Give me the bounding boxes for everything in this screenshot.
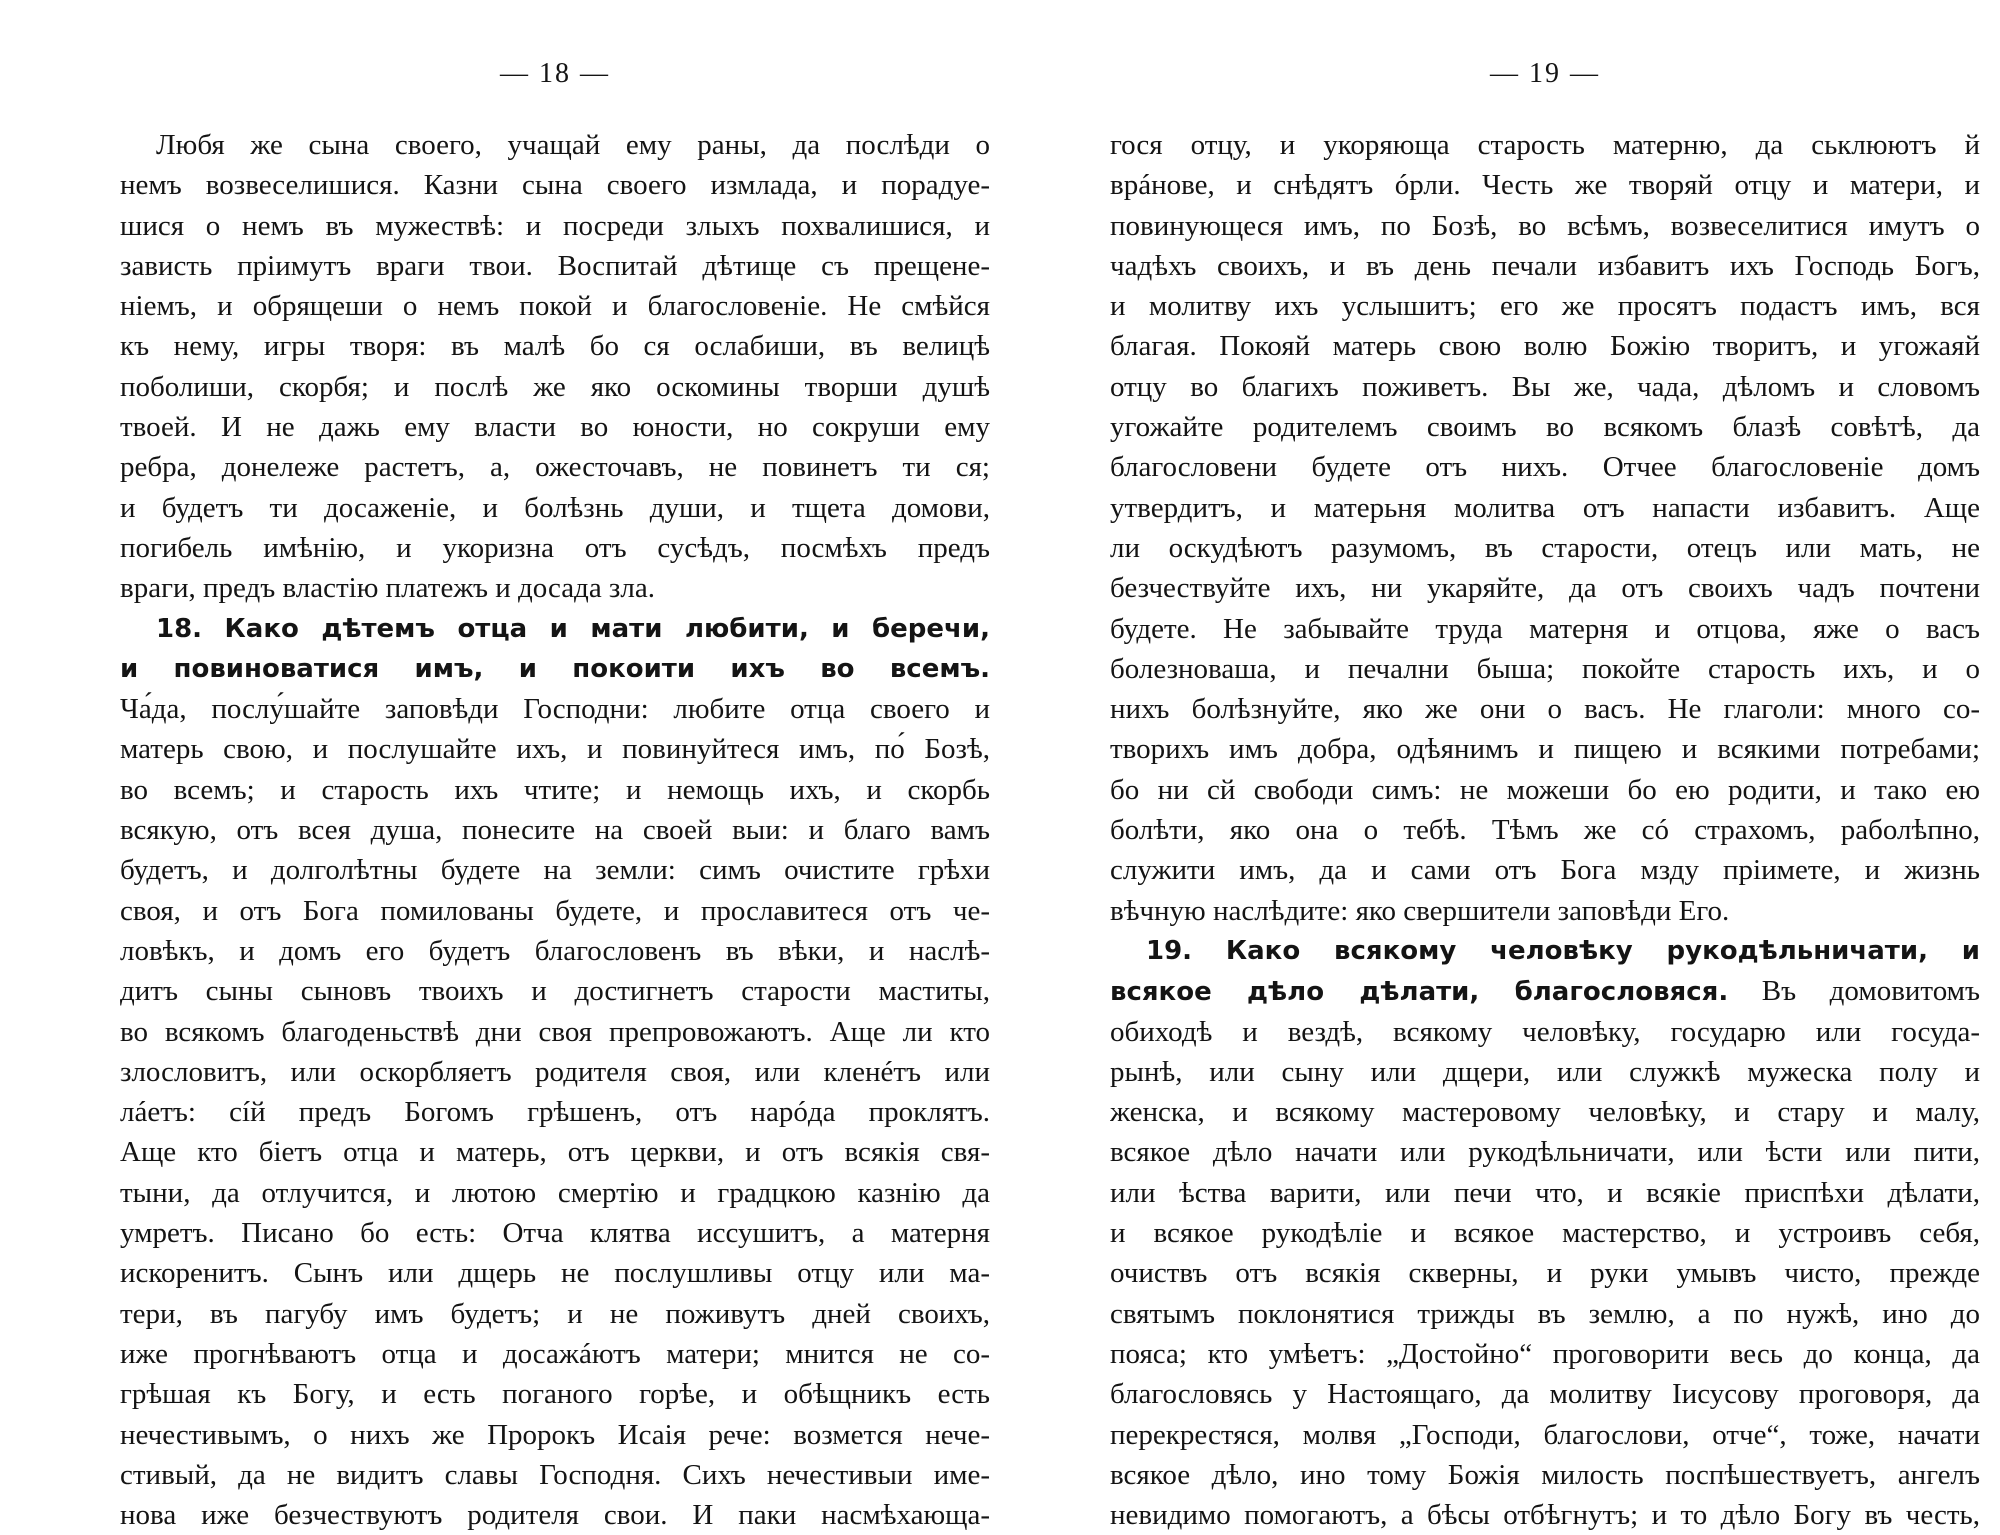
text-line: служити имъ, да и сами отъ Бога мзду пріимете, и жизнь (1110, 854, 1980, 887)
text-line: очиствъ отъ всякія скверны, и руки умывъ чисто, прежде (1110, 1257, 1980, 1290)
page-text (1110, 125, 1980, 1535)
section-heading: 18. Како дѣтемъ отца и мати любити, и беречи, (156, 613, 990, 644)
text-line: нихъ болѣзнуйте, яко же они о васъ. Не глаголи: много со- (1110, 693, 1980, 726)
text-line: Аще кто біетъ отца и матерь, отъ церкви, и отъ всякія свя- (120, 1136, 990, 1169)
text-line: пояса; кто умѣетъ: „Достойно“ проговорити весь до конца, да (1110, 1337, 1980, 1370)
text-line: ли оскудѣютъ разумомъ, въ старости, отецъ или мать, не (1110, 531, 1980, 564)
right-page (1110, 0, 1980, 1532)
text-line: Любя же сына своего, учащай ему раны, да послѣди о (156, 129, 990, 161)
text-line: Ча́да, послу́шайте заповѣди Господни: любите отца своего и (120, 693, 990, 726)
text-line: дитъ сыны сыновъ твоихъ и достигнетъ старости маститы, (120, 975, 990, 1008)
text-line: врáнове, и снѣдятъ óрли. Честь же творяй отцу и матери, и (1110, 169, 1980, 202)
section-heading: всякое дѣло дѣлати, благословяся. (1110, 977, 1729, 1008)
text-line: погибель имѣнію, и укоризна отъ сусѣдъ, посмѣхъ предъ (120, 531, 990, 564)
text-line: благословени будете отъ нихъ. Отчее благословеніе домъ (1110, 451, 1980, 484)
text-line: угожайте родителемъ своимъ во всякомъ блазѣ совѣтѣ, да (1110, 411, 1980, 444)
text-line: тыни, да отлучится, и лютою смертію и градцкою казнію да (120, 1176, 990, 1209)
text-line: гося отцу, и укоряюща старость матерню, да ськлюютъ й (1110, 129, 1980, 161)
text-line: будетъ, и долголѣтны будете на земли: симъ очистите грѣхи (120, 854, 990, 887)
text-line: чадѣхъ своихъ, и въ день печали избавитъ ихъ Господь Богъ, (1110, 249, 1980, 282)
text-line: или ѣства варити, или печи что, и всякіе приспѣхи дѣлати, (1110, 1176, 1980, 1209)
text-line: враги, предъ властію платежъ и досада зла. (120, 572, 655, 605)
text-line: и молитву ихъ услышитъ; его же просятъ подастъ имъ, вся (1110, 290, 1980, 323)
page-number: — 18 — (500, 58, 610, 89)
text-line: и будетъ ти досаженіе, и болѣзнь души, и тщета домови, (120, 491, 990, 524)
section-heading: и повиноватися имъ, и покоити ихъ во всемъ. (120, 653, 990, 684)
text-line: перекрестяся, молвя „Господи, благослови, отче“, тоже, начати (1110, 1418, 1980, 1451)
text-line: шися о немъ въ мужествѣ: и посреди злыхъ похвалишися, и (120, 209, 990, 242)
text-line: твоей. И не дажь ему власти во юности, но сокруши ему (120, 411, 990, 444)
left-page (120, 0, 990, 1532)
text-line: злословитъ, или оскорбляетъ родителя своя, или кленéтъ или (120, 1055, 990, 1088)
text-line: благословясь у Настоящаго, да молитву Іисусову проговоря, да (1110, 1378, 1980, 1411)
text-line: немъ возвеселишися. Казни сына своего измлада, и порадуе- (120, 169, 990, 202)
text-line: болезноваша, и печални быша; покойте старость ихъ, и о (1110, 652, 1980, 685)
text-line: благая. Покояй матерь свою волю Божію творитъ, и угожаяй (1110, 330, 1980, 363)
text-line: ребра, донележе растетъ, а, ожесточавъ, не повинетъ ти ся; (120, 451, 990, 484)
page-text (120, 125, 990, 1535)
text-line: ніемъ, и обрящеши о немъ покой и благословеніе. Не смѣйся (120, 290, 990, 323)
text-line: искоренитъ. Сынъ или дщерь не послушливы отцу или ма- (120, 1257, 990, 1290)
text-line: грѣшая къ Богу, и есть поганого горѣе, и обѣщникъ есть (120, 1378, 990, 1411)
section-heading: 19. Како всякому человѣку рукодѣльничати, и (1146, 935, 1980, 966)
text-line: лáетъ: сíй предъ Богомъ грѣшенъ, отъ нарóда проклятъ. (120, 1096, 990, 1129)
text-line: поболиши, скорбя; и послѣ же яко оскомины творши душѣ (120, 370, 990, 403)
text-line: утвердитъ, и матерьня молитва отъ напасти избавитъ. Аще (1110, 491, 1980, 524)
text-line: стивый, да не видитъ славы Господня. Сихъ нечестивыи име- (120, 1458, 990, 1491)
text-line: обиходѣ и вездѣ, всякому человѣку, государю или госуда- (1110, 1015, 1980, 1048)
text-line: умретъ. Писано бо есть: Отча клятва иссушитъ, а матерня (120, 1217, 990, 1250)
text-line: будете. Не забывайте труда матерня и отцова, яже о васъ (1110, 612, 1980, 645)
text-line: иже прогнѣваютъ отца и досажáютъ матери; мнится не со- (120, 1337, 990, 1370)
text-line: бо ни сй свободи симъ: не можеши бо ею родити, и тако ею (1110, 773, 1980, 806)
text-line: всякую, отъ всея душа, понесите на своей выи: и благо вамъ (120, 814, 990, 847)
text-line: всякое дѣло начати или рукодѣльничати, или ѣсти или пити, (1110, 1136, 1980, 1169)
section-heading-line (1110, 971, 1980, 1011)
text-line: во всякомъ благоденьствѣ дни своя препровожаютъ. Аще ли кто (120, 1015, 990, 1048)
text-line: творихъ имъ добра, одѣянимъ и пищею и всякими потребами; (1110, 733, 1980, 766)
text-line: вѣчную наслѣдите: яко свершители заповѣди Его. (1110, 894, 1730, 927)
text-line: матерь свою, и послушайте ихъ, и повинуйтеся имъ, по́ Бозѣ, (120, 733, 990, 766)
text-line: рынѣ, или сыну или дщери, или служкѣ мужеска полу и (1110, 1055, 1980, 1088)
text-line: святымъ поклонятися трижды въ землю, а по нужѣ, ино до (1110, 1297, 1980, 1330)
text-line: нечестивымъ, о нихъ же Пророкъ Исаія рече: возмется нече- (120, 1418, 990, 1451)
text-line: и всякое рукодѣліе и всякое мастерство, и устроивъ себя, (1110, 1217, 1980, 1250)
text-line: безчествуйте ихъ, ни укаряйте, да отъ своихъ чадъ почтени (1110, 572, 1980, 605)
text-line: болѣти, яко она о тебѣ. Тѣмъ же сó страхомъ, раболѣпно, (1110, 814, 1980, 847)
text-line: тери, въ пагубу имъ будетъ; и не поживутъ дней своихъ, (120, 1297, 990, 1330)
text-line: невидимо помогаютъ, а бѣсы отбѣгнутъ; и то дѣло Богу въ честь, (1110, 1499, 1980, 1532)
text-line: женска, и всякому мастеровому человѣку, и стару и малу, (1110, 1096, 1980, 1129)
text-line: всякое дѣло, ино тому Божія милость поспѣшествуетъ, ангелъ (1110, 1458, 1980, 1491)
text-line: во всемъ; и старость ихъ чтите; и немощь ихъ, и скорбь (120, 773, 990, 806)
text-line: ловѣкъ, и домъ его будетъ благословенъ въ вѣки, и наслѣ- (120, 934, 990, 967)
text-line: къ нему, игры творя: въ малѣ бо ся ослабиши, въ велицѣ (120, 330, 990, 363)
text-line: повинующеся имъ, по Бозѣ, во всѣмъ, возвеселитися имутъ о (1110, 209, 1980, 242)
text-line: отцу во благихъ поживетъ. Вы же, чада, дѣломъ и словомъ (1110, 370, 1980, 403)
text-fragment: Въ домовитомъ (1728, 975, 1980, 1008)
text-line: нова иже безчествуютъ родителя свои. И паки насмѣхающа- (120, 1499, 990, 1532)
text-line: зависть пріимутъ враги твои. Воспитай дѣтище съ прещене- (120, 249, 990, 282)
page-number: — 19 — (1490, 58, 1600, 89)
text-line: своя, и отъ Бога помилованы будете, и прославитеся отъ че- (120, 894, 990, 927)
